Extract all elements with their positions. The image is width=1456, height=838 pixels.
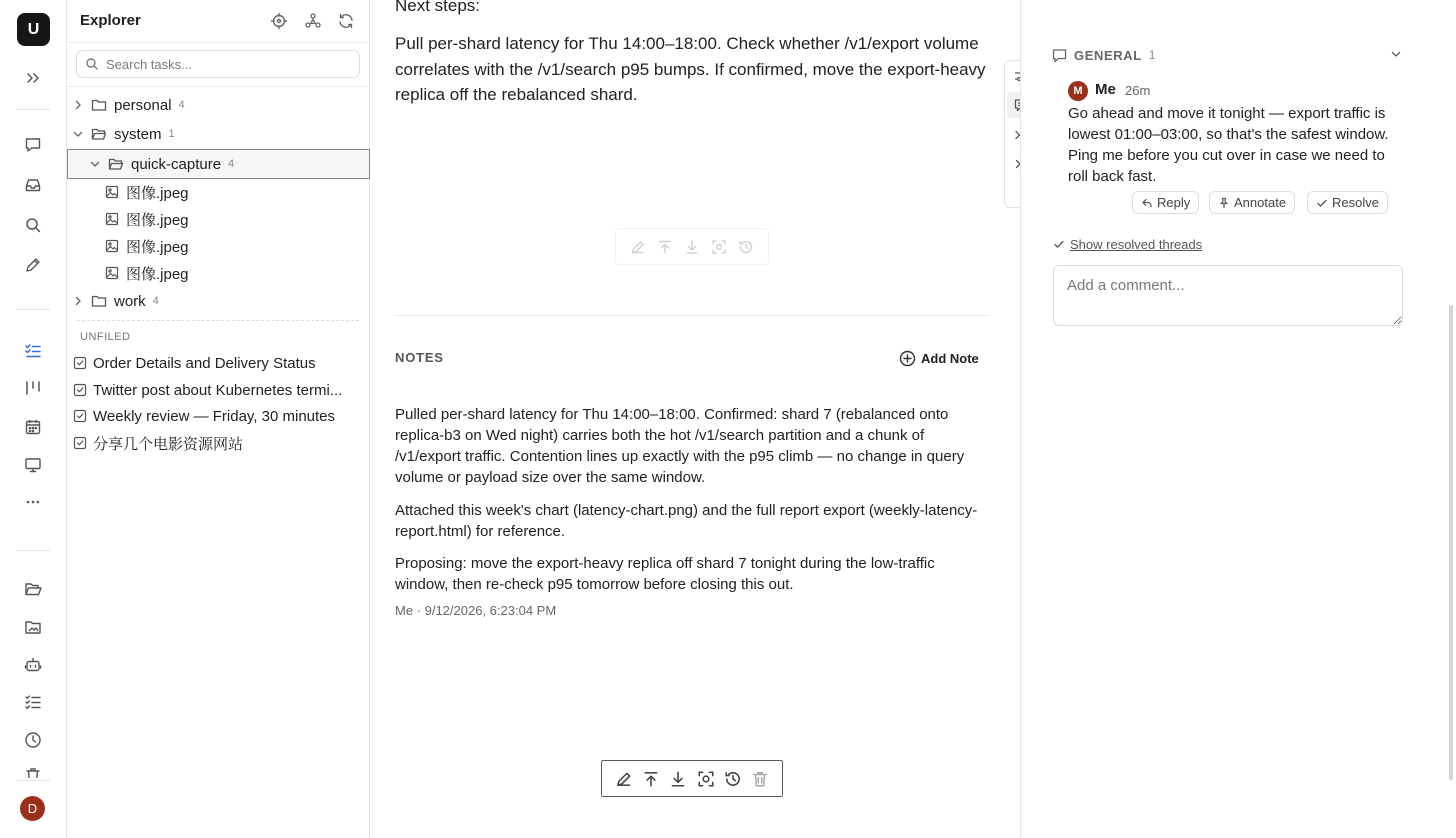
task-item[interactable]	[73, 432, 243, 454]
download-icon[interactable]	[669, 770, 687, 788]
reply-label: Reply	[1157, 195, 1191, 210]
unfiled-divider	[77, 320, 359, 321]
clock-icon[interactable]	[22, 729, 44, 751]
tree-folder-label: quick-capture	[131, 155, 222, 173]
image-file-icon	[105, 185, 119, 199]
add-note-label: Add Note	[921, 350, 979, 366]
tree-folder-label: work	[114, 292, 146, 310]
search-icon	[85, 57, 99, 71]
thread-count: 1	[1148, 48, 1157, 62]
check-icon	[1053, 238, 1065, 250]
comment-author: Me	[1095, 81, 1116, 98]
chevron-right-icon[interactable]	[71, 294, 85, 308]
explorer-divider	[67, 86, 370, 87]
task-label: Twitter post about Kubernetes termi...	[93, 381, 343, 399]
calendar-icon[interactable]	[22, 416, 44, 438]
scrollbar[interactable]	[1449, 305, 1453, 780]
task-item[interactable]	[73, 352, 316, 374]
refresh-icon[interactable]	[337, 12, 355, 30]
chevron-down-icon[interactable]	[88, 157, 102, 171]
image-file-icon	[105, 266, 119, 280]
next-steps-heading: Next steps:	[395, 0, 481, 15]
next-steps-body: Pull per-shard latency for Thu 14:00–18:00. Check whether /v1/export volume correlates with the /v1/search p95 bumps. If confirmed, move the export-heavy replica off the rebalanced shard.	[395, 34, 986, 104]
task-item[interactable]	[73, 405, 335, 427]
search-icon[interactable]	[22, 214, 44, 236]
rail-divider	[16, 309, 50, 310]
chevron-down-icon[interactable]	[71, 127, 85, 141]
tree-file[interactable]	[105, 235, 189, 257]
chevron-right-icon[interactable]	[71, 98, 85, 112]
image-folder-icon[interactable]	[22, 616, 44, 638]
explorer-header	[67, 0, 370, 43]
comment-time: 26m	[1125, 83, 1151, 98]
monitor-icon[interactable]	[22, 454, 44, 476]
resolve-label: Resolve	[1332, 195, 1379, 210]
thread-section-title: GENERAL	[1074, 47, 1142, 63]
pen-icon[interactable]	[22, 254, 44, 276]
tree-file[interactable]	[105, 208, 189, 230]
check-icon	[1316, 197, 1328, 209]
locate-icon[interactable]	[270, 12, 288, 30]
chat-icon[interactable]	[22, 134, 44, 156]
reply-button[interactable]	[1132, 191, 1199, 214]
explorer-panel	[67, 0, 370, 838]
tree-folder-count: 4	[178, 99, 185, 111]
capture-icon[interactable]	[697, 770, 715, 788]
history-icon[interactable]	[738, 239, 754, 255]
tree-folder-quick-capture[interactable]	[67, 149, 370, 179]
note-paragraph: Attached this week's chart (latency-chart.png) and the full report export (weekly-latency-report.html) for reference.	[395, 502, 978, 540]
chevron-down-icon[interactable]	[1389, 47, 1403, 61]
folder-open-icon[interactable]	[22, 578, 44, 600]
checklist-icon[interactable]	[22, 691, 44, 713]
search-input[interactable]	[106, 55, 354, 73]
tree-folder-personal[interactable]	[67, 92, 370, 118]
task-label: 分享几个电影资源网站	[93, 435, 244, 453]
unfiled-heading: UNFILED	[80, 331, 131, 343]
show-resolved-label: Show resolved threads	[1070, 236, 1203, 252]
rail-divider	[16, 550, 50, 551]
inbox-icon[interactable]	[22, 174, 44, 196]
folder-icon	[91, 97, 107, 113]
kanban-icon[interactable]	[22, 377, 44, 399]
notes-heading: NOTES	[395, 350, 444, 365]
add-comment-field[interactable]	[1053, 265, 1403, 326]
note-paragraph: Pulled per-shard latency for Thu 14:00–18:00. Confirmed: shard 7 (rebalanced onto replica-b3 on Wed night) carries both the hot /v1/search partition and a chunk of /v1/export traffic. Contention lines up exactly with the p95 climb — no change in query volume or payload size over the same window.	[395, 406, 965, 486]
app-rail	[0, 0, 67, 838]
checkbox-icon[interactable]	[73, 409, 87, 423]
tree-folder-count: 4	[152, 295, 159, 307]
show-resolved-link[interactable]	[1053, 236, 1202, 252]
image-file-icon	[105, 239, 119, 253]
plus-circle-icon	[899, 350, 916, 367]
tree-folder-count: 4	[228, 158, 235, 170]
download-icon[interactable]	[684, 239, 700, 255]
block-toolbar	[601, 760, 783, 797]
thread-section-header[interactable]	[1052, 46, 1156, 64]
task-item[interactable]	[73, 379, 342, 401]
capture-icon[interactable]	[711, 239, 727, 255]
more-icon[interactable]	[22, 491, 44, 513]
checkbox-icon[interactable]	[73, 356, 87, 370]
edit-icon[interactable]	[630, 239, 646, 255]
annotate-label: Annotate	[1234, 195, 1287, 210]
tree-folder-work[interactable]	[67, 288, 370, 314]
resolve-button[interactable]	[1307, 191, 1388, 214]
tree-folder-system[interactable]	[67, 121, 370, 147]
tree-folder-label: system	[114, 125, 162, 143]
bot-icon[interactable]	[22, 654, 44, 676]
rail-divider	[16, 109, 50, 110]
checkbox-icon[interactable]	[73, 383, 87, 397]
main-content	[370, 0, 1020, 838]
tree-file-label: 图像.jpeg	[126, 184, 189, 202]
comments-panel	[1020, 0, 1456, 838]
checkbox-icon[interactable]	[73, 436, 87, 450]
graph-icon[interactable]	[304, 12, 322, 30]
section-divider	[395, 315, 989, 316]
trash-icon[interactable]	[751, 770, 769, 788]
tree-folder-label: personal	[114, 96, 172, 114]
tree-file-label: 图像.jpeg	[126, 211, 189, 229]
history-icon[interactable]	[724, 770, 742, 788]
search-tasks	[76, 50, 360, 78]
tree-file-label: 图像.jpeg	[126, 265, 189, 283]
tree-file-label: 图像.jpeg	[126, 238, 189, 256]
tree-file[interactable]	[105, 181, 189, 203]
move-top-icon[interactable]	[642, 770, 660, 788]
rail-divider	[16, 780, 50, 781]
comment-avatar: M	[1068, 81, 1088, 101]
move-top-icon[interactable]	[657, 239, 673, 255]
task-label: Weekly review — Friday, 30 minutes	[93, 407, 336, 425]
annotate-button[interactable]	[1209, 191, 1295, 214]
tree-file[interactable]	[105, 262, 189, 284]
note-meta: Me · 9/12/2026, 6:23:04 PM	[395, 603, 557, 618]
pin-icon	[1218, 197, 1230, 209]
user-avatar[interactable]: D	[20, 796, 45, 821]
task-label: Order Details and Delivery Status	[93, 354, 316, 372]
expand-icon[interactable]	[22, 67, 44, 89]
image-file-icon	[105, 212, 119, 226]
note-paragraph: Proposing: move the export-heavy replica off shard 7 tonight during the low-traffic window, then re-check p95 tomorrow before closing this out.	[395, 555, 935, 593]
folder-open-icon	[91, 126, 107, 142]
trash-icon[interactable]	[22, 766, 44, 778]
add-note-button[interactable]	[899, 348, 979, 368]
reply-icon	[1141, 197, 1153, 209]
comment-icon	[1052, 48, 1067, 63]
comment-body: Go ahead and move it tonight — export traffic is lowest 01:00–03:00, so that's the safest window. Ping me before you cut over in case we need to roll back fast.	[1068, 105, 1389, 185]
folder-icon	[91, 293, 107, 309]
tree-folder-count: 1	[168, 128, 175, 140]
block-toolbar-ghost	[615, 228, 769, 265]
edit-icon[interactable]	[615, 770, 633, 788]
folder-open-icon	[108, 156, 124, 172]
app-logo[interactable]: U	[17, 13, 50, 46]
tasks-icon[interactable]	[22, 340, 44, 362]
explorer-title: Explorer	[80, 12, 141, 29]
